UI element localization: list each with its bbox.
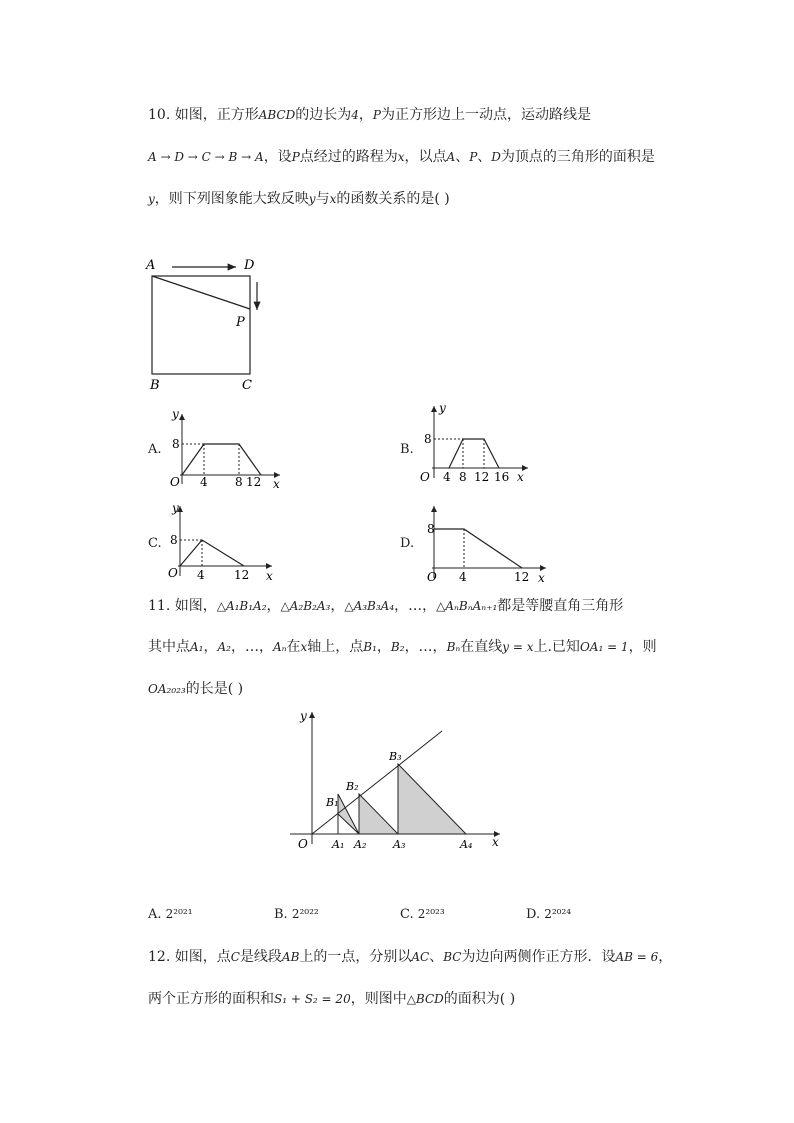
q12-text: 是线段: [239, 949, 282, 965]
q11-choice-d[interactable]: [526, 907, 571, 922]
q10-option-a-label: A.: [148, 442, 162, 457]
q11-text: 在: [286, 639, 301, 655]
q10-math: x: [397, 150, 405, 164]
q10-option-c-graph[interactable]: [160, 498, 280, 584]
label-b2: B₂: [346, 780, 359, 793]
q10-option-d-graph[interactable]: [414, 500, 554, 586]
q10-math: P: [372, 108, 381, 122]
q11-text: ，则: [628, 639, 657, 655]
q11-text: 轴上，点: [307, 639, 364, 655]
x-tick: 4: [459, 570, 467, 584]
q10-math: ABCD: [258, 108, 296, 122]
q11-text: 都是等腰直角三角形: [497, 598, 624, 614]
y-tick: 8: [172, 437, 180, 451]
q11-math: B₁: [363, 640, 377, 654]
q12-text: 的面积为( ): [443, 991, 516, 1007]
y-axis-label: y: [300, 709, 307, 723]
y-tick: 8: [170, 533, 178, 547]
choice-value: 2²⁰²¹: [165, 907, 193, 921]
label-b: B: [150, 378, 160, 393]
x-tick: 8: [459, 470, 467, 484]
x-axis-label: x: [492, 835, 499, 849]
q11-triangles-figure: [286, 706, 508, 856]
x-tick: 12: [246, 475, 262, 489]
label-a1: A₁: [332, 838, 345, 851]
origin-label: O: [420, 470, 430, 484]
q11-text: ，: [266, 598, 281, 614]
label-d: D: [244, 258, 255, 273]
choice-letter: A.: [148, 907, 162, 922]
q10-option-b-label: B.: [400, 442, 414, 457]
q11-line-1: [148, 597, 623, 615]
q10-option-c-label: C.: [148, 536, 162, 551]
q11-math: OA₁ = 1: [579, 640, 629, 654]
q11-text: 在直线: [460, 639, 503, 655]
q12-line-1: [148, 948, 672, 966]
q10-line-2: [148, 148, 655, 166]
q11-math: OA₂₀₂₃: [148, 682, 186, 696]
q11-choice-c[interactable]: [400, 907, 445, 922]
q10-math: P: [291, 150, 300, 164]
graph-line: [434, 529, 522, 568]
y-axis-label: y: [172, 501, 179, 515]
q10-math: D: [491, 150, 501, 164]
q12-math: S₁ + S₂ = 20: [274, 992, 351, 1006]
x-axis-label: x: [538, 571, 545, 585]
q11-text: ，: [376, 639, 391, 655]
label-b1: B₁: [326, 796, 339, 809]
label-c: C: [242, 378, 252, 393]
q11-text: 11. 如图，: [148, 598, 217, 614]
q12-line-2: [148, 990, 515, 1008]
choice-letter: B.: [274, 907, 288, 922]
q10-text: 的边长为: [295, 107, 352, 123]
q10-text: 、: [477, 149, 492, 165]
y-tick: 8: [424, 432, 432, 446]
q12-text: 12. 如图，点: [148, 949, 231, 965]
x-tick: 8: [235, 475, 243, 489]
origin-label: O: [170, 475, 180, 489]
origin-label: O: [298, 837, 308, 851]
x-axis-label: x: [266, 569, 273, 583]
q12-math: C: [230, 950, 240, 964]
y-tick: 8: [427, 522, 435, 536]
y-axis-label: y: [439, 401, 446, 415]
q10-math: y: [148, 192, 155, 206]
triangle-a1b1a2: [338, 794, 359, 834]
q10-text: 的函数关系的是( ): [336, 191, 450, 207]
q10-math: y: [308, 192, 316, 206]
q11-line-2: [148, 638, 657, 656]
x-tick: 12: [474, 470, 490, 484]
q12-text: 为边向两侧作正方形．设: [461, 949, 616, 965]
q10-text: 10. 如图，正方形: [148, 107, 259, 123]
q11-math: Aₙ: [272, 640, 287, 654]
q12-text: 、: [429, 949, 444, 965]
triangle-a2b2a3: [359, 794, 398, 834]
label-a2: A₂: [354, 838, 367, 851]
q10-math: x: [329, 192, 337, 206]
q11-math: △A₁B₁A₂: [216, 599, 267, 613]
q11-math: △AₙBₙAₙ₊₁: [436, 599, 498, 613]
q11-math: △A₃B₃A₄: [344, 599, 395, 613]
x-tick: 12: [514, 570, 530, 584]
q10-text: 、: [455, 149, 470, 165]
q11-math: y = x: [502, 640, 534, 654]
triangle-a3b3a4: [398, 764, 466, 834]
q10-text: 与: [315, 191, 330, 207]
q10-math: A → D → C → B → A: [148, 150, 264, 164]
q12-math: BC: [443, 950, 462, 964]
choice-value: 2²⁰²²: [291, 907, 319, 921]
q10-option-d-label: D.: [400, 536, 415, 551]
choice-value: 2²⁰²⁴: [544, 907, 572, 921]
label-a4: A₄: [460, 838, 473, 851]
q10-line-1: [148, 106, 591, 124]
q12-math: AC: [411, 950, 430, 964]
origin-label: O: [427, 570, 437, 584]
q12-math: △BCD: [406, 992, 444, 1006]
q11-math: A₁: [190, 640, 204, 654]
q11-text: ，: [330, 598, 345, 614]
q10-text: ，以点: [404, 149, 447, 165]
segment-ap: [152, 276, 250, 309]
label-p: P: [236, 315, 245, 330]
q11-text: ，…，: [394, 598, 437, 614]
q11-text: ，…，: [230, 639, 273, 655]
y-axis-label: y: [172, 407, 179, 421]
q10-text: 点经过的路程为: [299, 149, 398, 165]
label-b3: B₃: [389, 750, 402, 763]
q10-math: 4: [351, 108, 359, 122]
q11-math: △A₂B₂A₃: [280, 599, 331, 613]
q10-text: ，则下列图象能大致反映: [154, 191, 309, 207]
q11-text: 上.已知: [533, 639, 580, 655]
q10-text: 为顶点的三角形的面积是: [500, 149, 655, 165]
q11-math: A₂: [217, 640, 231, 654]
label-a3: A₃: [393, 838, 406, 851]
q11-math: x: [300, 640, 308, 654]
q10-text: ，设: [263, 149, 292, 165]
q10-square-figure: [140, 252, 270, 397]
q12-text: 上的一点，分别以: [299, 949, 412, 965]
q10-text: 为正方形边上一动点，运动路线是: [380, 107, 591, 123]
x-tick: 4: [197, 568, 205, 582]
q11-text: ，: [203, 639, 218, 655]
x-axis-label: x: [273, 477, 280, 490]
choice-letter: D.: [526, 907, 541, 922]
q10-option-b-graph[interactable]: [412, 398, 537, 488]
graph-line: [182, 444, 261, 475]
q11-text: 其中点: [148, 639, 190, 655]
origin-label: O: [168, 566, 178, 580]
q12-text: ，则图中: [350, 991, 407, 1007]
q11-math: B₂: [390, 640, 405, 654]
graph-line: [449, 439, 499, 468]
choice-value: 2²⁰²³: [417, 907, 445, 921]
q11-text: 的长是( ): [185, 681, 244, 697]
x-tick: 4: [200, 475, 208, 489]
q12-text: 两个正方形的面积和: [148, 991, 274, 1007]
graph-line: [180, 540, 244, 566]
q11-math: Bₙ: [446, 640, 461, 654]
q12-text: ，: [658, 949, 673, 965]
q11-text: ，…，: [404, 639, 447, 655]
q10-math: P: [469, 150, 478, 164]
choice-letter: C.: [400, 907, 414, 922]
q12-math: AB: [281, 950, 300, 964]
q11-choice-b[interactable]: [274, 907, 319, 922]
q10-option-a-graph[interactable]: [160, 404, 290, 490]
x-tick: 12: [234, 568, 250, 582]
q11-choice-a[interactable]: [148, 907, 193, 922]
x-tick: 4: [443, 470, 451, 484]
q10-math: A: [446, 150, 456, 164]
q10-text: ，: [358, 107, 373, 123]
q10-line-3: [148, 190, 450, 208]
x-tick: 16: [494, 470, 510, 484]
q12-math: AB = 6: [615, 950, 659, 964]
q11-line-3: [148, 680, 243, 698]
x-axis-label: x: [517, 470, 524, 484]
label-a: A: [146, 258, 156, 273]
